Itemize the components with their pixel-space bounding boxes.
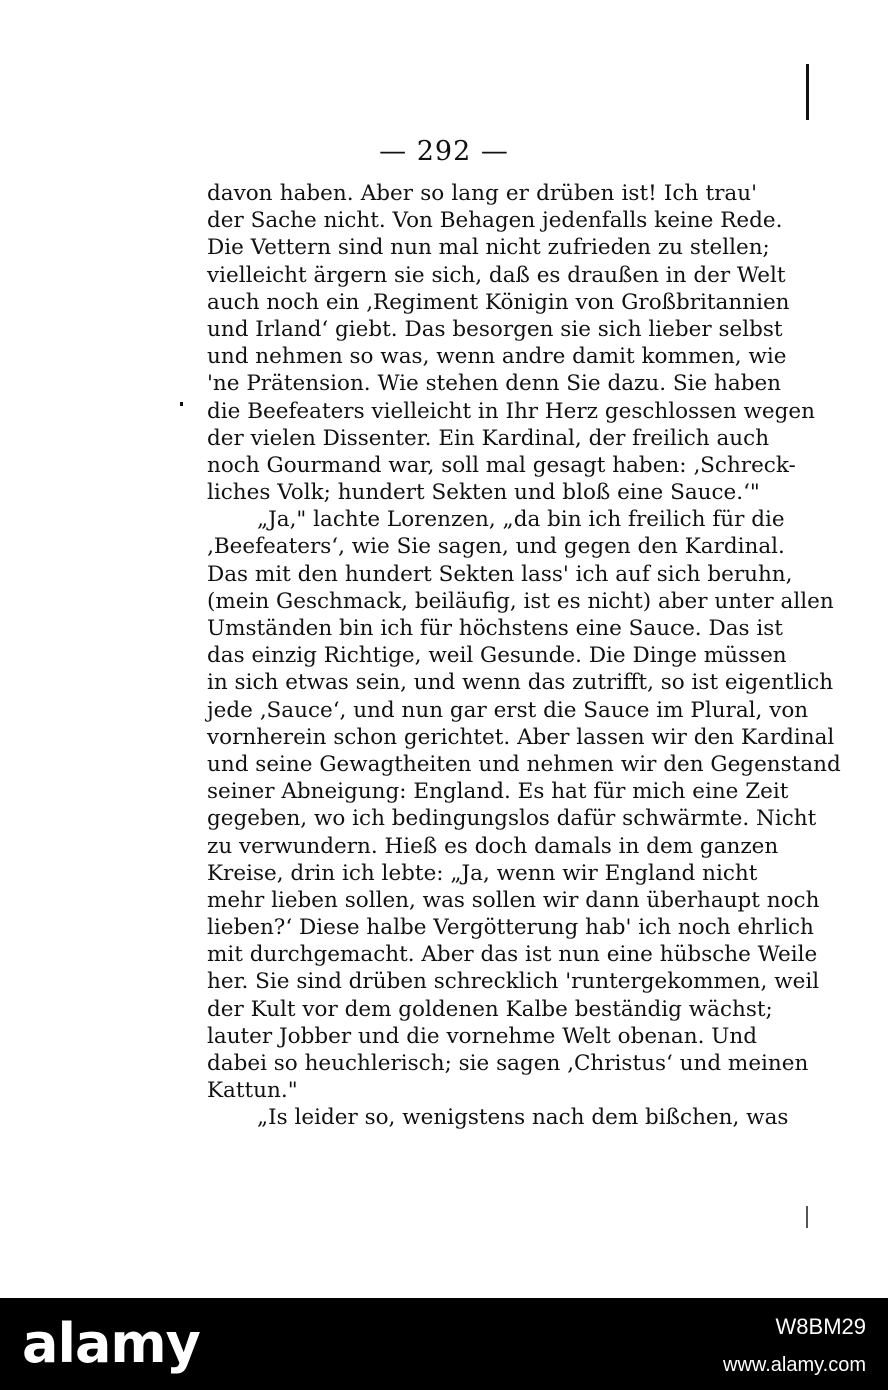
body-text — [207, 180, 841, 1132]
text-line: ‚Beefeaters‘, wie Sie sagen, und gegen den Kardinal. — [207, 534, 785, 560]
image-id: W8BM29 — [775, 1314, 866, 1339]
page-number: — 292 — — [379, 136, 509, 167]
footer-url: www.alamy.com — [723, 1354, 866, 1376]
text-line: „Ja," lachte Lorenzen, „da bin ich freilich für die — [257, 507, 785, 533]
text-line: vielleicht ärgern sie sich, daß es draußen in der Welt — [207, 262, 786, 288]
text-line: (mein Geschmack, beiläufig, ist es nicht) aber unter allen — [207, 588, 834, 614]
text-line: zu verwundern. Hieß es doch damals in dem ganzen — [207, 833, 779, 859]
alamy-logo: alamy — [22, 1312, 200, 1375]
text-line: „Is leider so, wenigstens nach dem bißchen, was — [257, 1105, 789, 1131]
text-line: und nehmen so was, wenn andre damit kommen, wie — [207, 344, 787, 370]
text-line: her. Sie sind drüben schrecklich 'runtergekommen, weil — [207, 969, 820, 995]
text-line: dabei so heuchlerisch; sie sagen ‚Christus‘ und meinen — [207, 1051, 809, 1076]
text-line: das einzig Richtige, weil Gesunde. Die Dinge müssen — [207, 643, 787, 669]
text-line: und seine Gewagtheiten und nehmen wir den Gegenstand — [207, 751, 841, 777]
text-line: gegeben, wo ich bedingungslos dafür schwärmte. Nicht — [207, 806, 817, 832]
text-line: Das mit den hundert Sekten lass' ich auf sich beruhn, — [207, 561, 793, 587]
text-line: liches Volk; hundert Sekten und bloß eine Sauce.‘" — [207, 480, 760, 506]
text-line: mehr lieben sollen, was sollen wir dann überhaupt noch — [207, 887, 820, 913]
text-line: in sich etwas sein, und wenn das zutrifft, so ist eigentlich — [207, 670, 834, 696]
text-line: lauter Jobber und die vornehme Welt obenan. Und — [207, 1023, 757, 1049]
text-line: seiner Abneigung: England. Es hat für mich eine Zeit — [207, 779, 789, 805]
text-line: Kattun." — [207, 1078, 298, 1104]
text-line: mit durchgemacht. Aber das ist nun eine hübsche Weile — [207, 942, 818, 968]
scan-edge-mark-bottom — [806, 1206, 808, 1228]
scan-edge-mark — [806, 64, 809, 120]
text-line: lieben?‘ Diese halbe Vergötterung hab' ich noch ehrlich — [207, 915, 814, 941]
text-line: vornherein schon gerichtet. Aber lassen wir den Kardinal — [207, 724, 835, 750]
text-line: die Beefeaters vielleicht in Ihr Herz geschlossen wegen — [207, 398, 815, 424]
watermark-footer — [0, 1298, 888, 1390]
margin-speck — [180, 402, 183, 406]
text-line: Kreise, drin ich lebte: „Ja, wenn wir England nicht — [207, 860, 758, 886]
text-line: der vielen Dissenter. Ein Kardinal, der freilich auch — [207, 425, 770, 451]
text-line: 'ne Prätension. Wie stehen denn Sie dazu. Sie haben — [207, 371, 782, 397]
text-line: Umständen bin ich für höchstens eine Sauce. Das ist — [207, 616, 783, 641]
text-line: der Sache nicht. Von Behagen jedenfalls keine Rede. — [207, 208, 783, 234]
text-line: und Irland‘ giebt. Das besorgen sie sich lieber selbst — [207, 316, 783, 342]
text-line: der Kult vor dem goldenen Kalbe beständig wächst; — [207, 996, 773, 1022]
text-line: auch noch ein ‚Regiment Königin von Großbritannien — [207, 289, 790, 315]
text-line: Die Vettern sind nun mal nicht zufrieden zu stellen; — [207, 235, 770, 261]
text-line: jede ‚Sauce‘, und nun gar erst die Sauce im Plural, von — [207, 697, 809, 723]
text-line: davon haben. Aber so lang er drüben ist! Ich trau' — [207, 181, 757, 206]
text-line: noch Gourmand war, soll mal gesagt haben: ‚Schreck- — [207, 452, 796, 478]
